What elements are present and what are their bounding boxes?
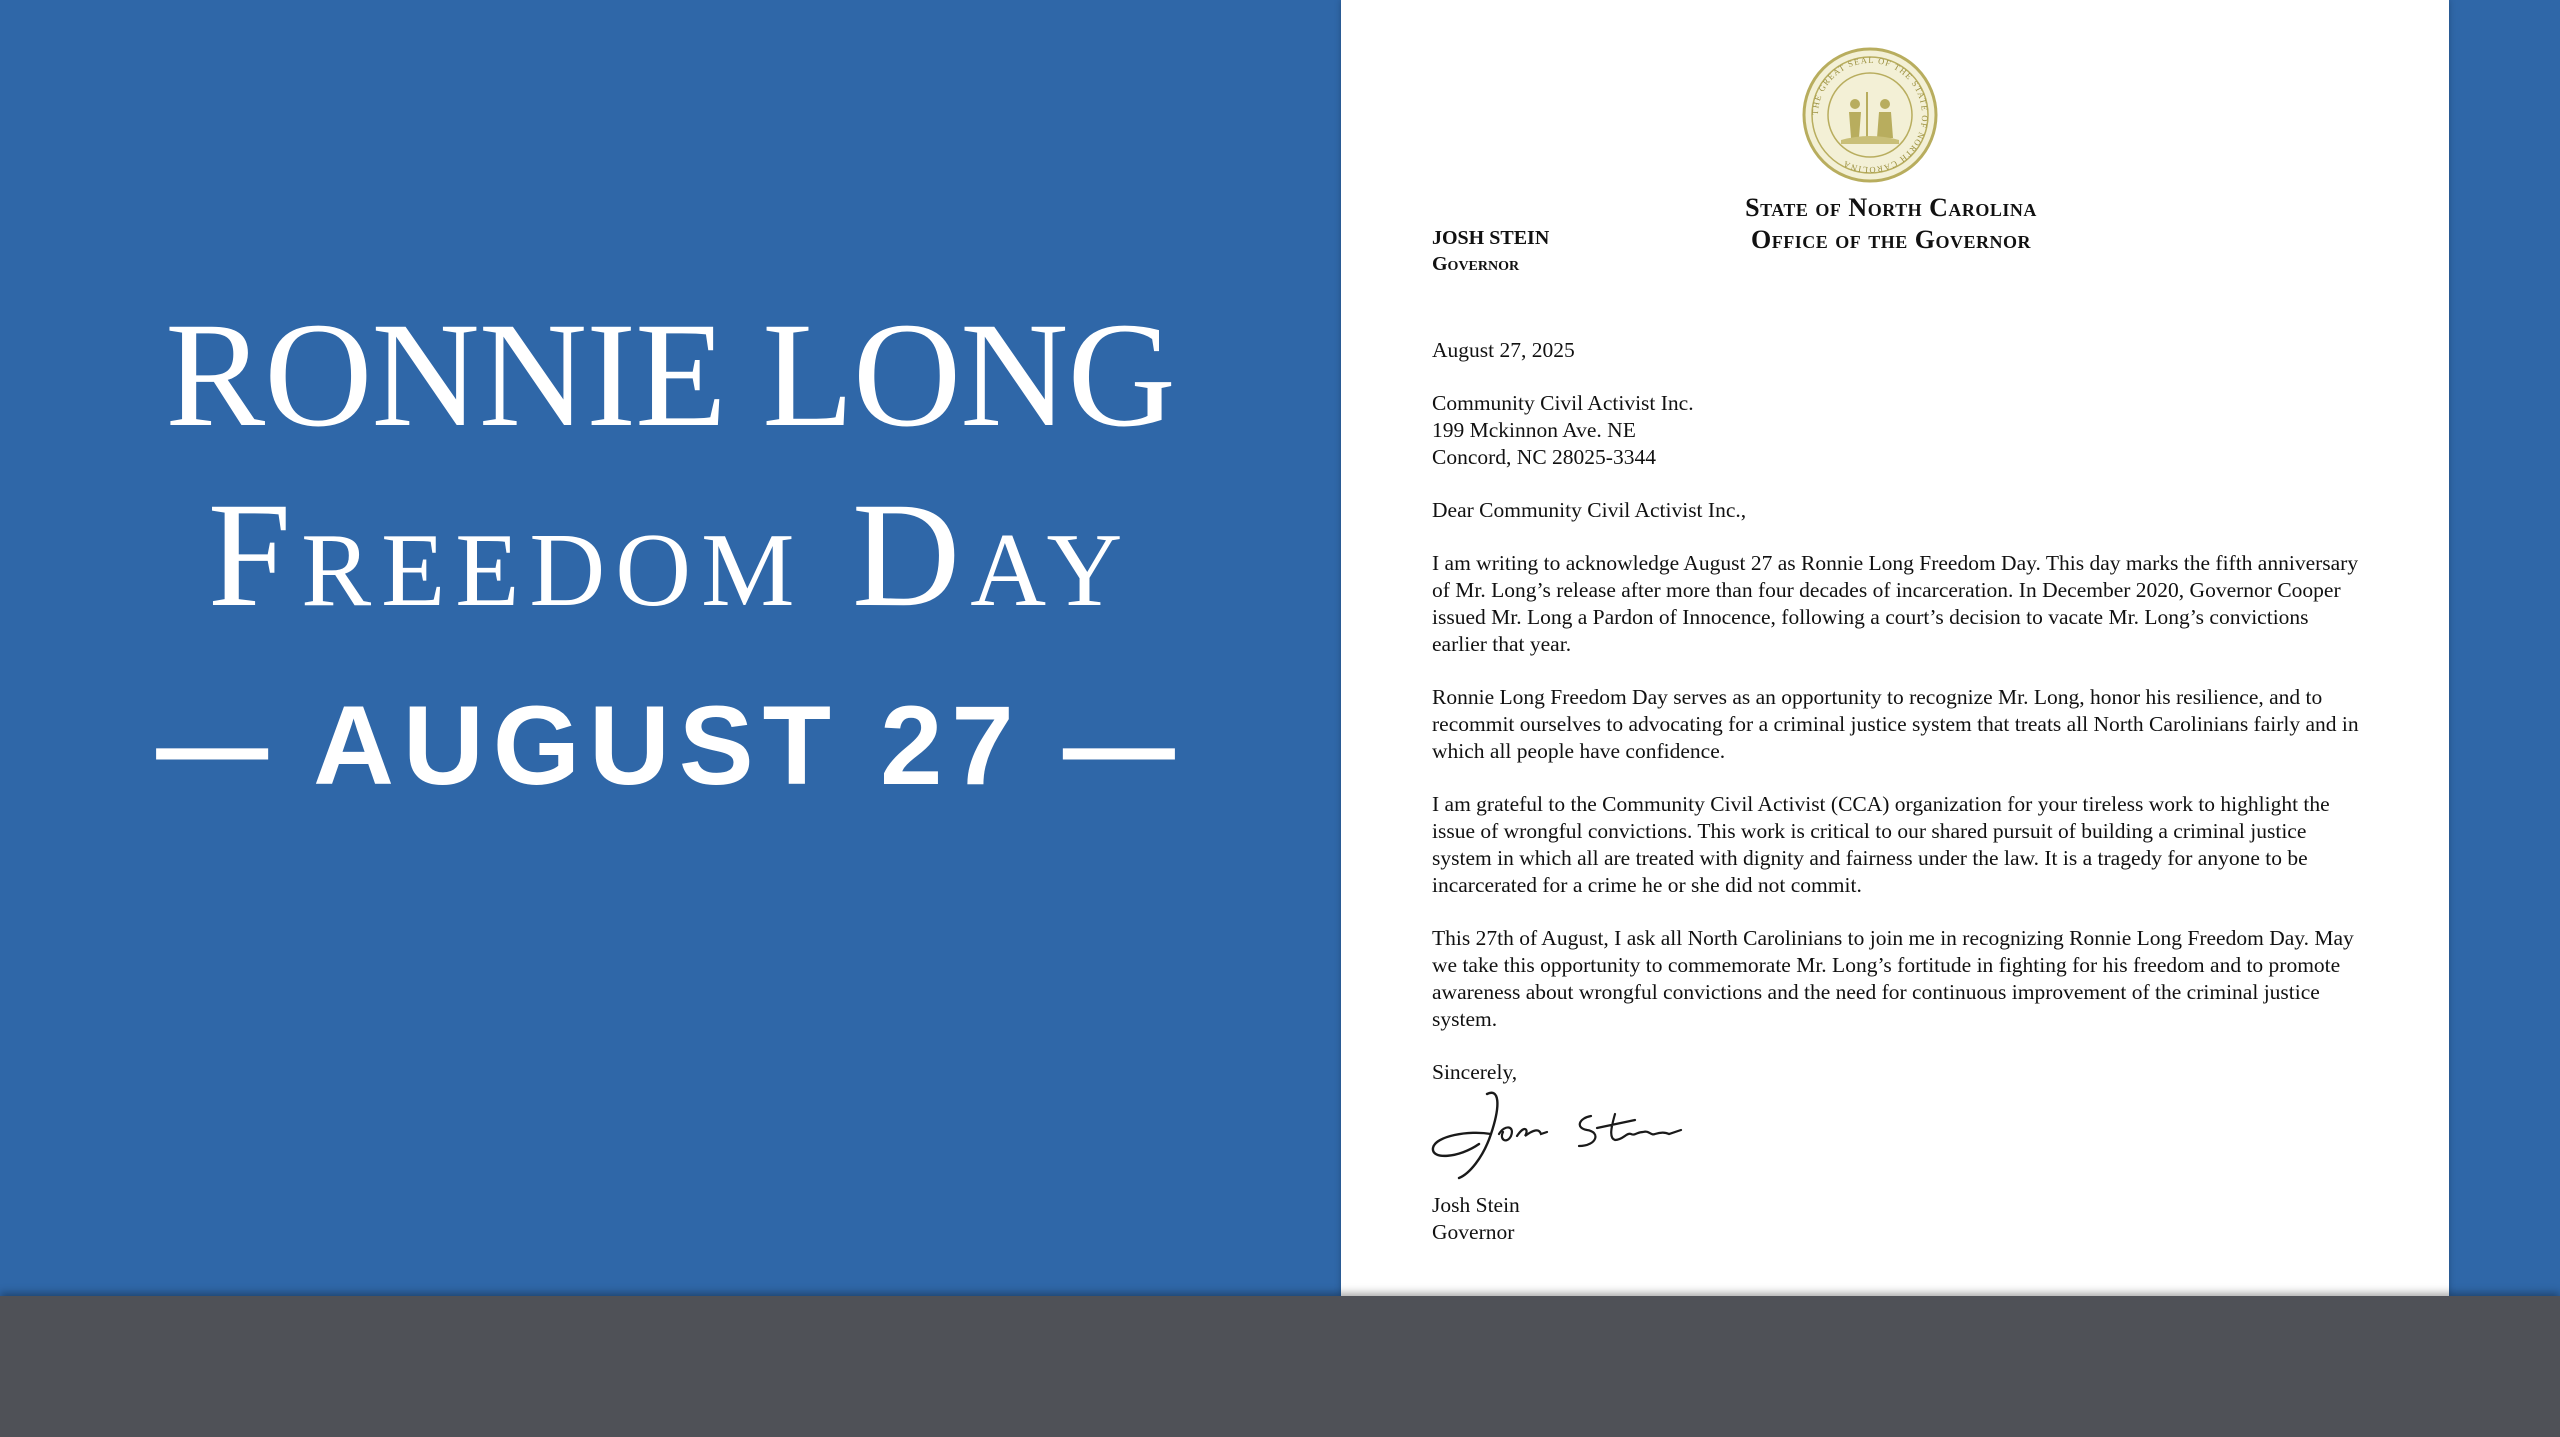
headline-date: — AUGUST 27 — — [156, 683, 1184, 808]
address-line: Concord, NC 28025-3344 — [1432, 445, 1656, 469]
headline-name: RONNIE LONG — [165, 292, 1175, 458]
handwritten-signature — [1429, 1074, 1729, 1186]
letterhead-state-name: State of North Carolina — [1745, 193, 2037, 222]
letter-paragraph: I am grateful to the Community Civil Activist (CCA) organization for your tireless work to highlight the issue of wrongful convictions. This work is critical to our shared pursuit of building a criminal justice system in which all are treated with dignity and fairness under the law. It is a tragedy for anyone to be incarcerated for a crime he or she did not commit. — [1432, 792, 2330, 897]
state-seal-icon — [1801, 46, 1939, 184]
signer-block — [1432, 1192, 1520, 1246]
seal-text: THE GREAT SEAL OF THE STATE OF NORTH CAROLINA — [1809, 54, 1931, 176]
address-line: 199 Mckinnon Ave. NE — [1432, 418, 1636, 442]
closing: Sincerely, — [1432, 1060, 1518, 1084]
governor-letter — [1341, 0, 2449, 1296]
letterhead-governor-title: Governor — [1432, 253, 1520, 275]
recipient-address — [1432, 390, 2362, 471]
footer-band — [0, 1296, 2560, 1437]
letterhead-governor-name: JOSH STEIN — [1432, 227, 1550, 249]
headline-block — [0, 292, 1340, 808]
signer-title: Governor — [1432, 1220, 1515, 1244]
signer-name: Josh Stein — [1432, 1193, 1520, 1217]
letterhead-governor — [1432, 225, 1549, 277]
letterhead-state — [1541, 192, 2241, 256]
letter-date: August 27, 2025 — [1432, 338, 1575, 362]
salutation: Dear Community Civil Activist Inc., — [1432, 498, 1747, 522]
letter-paragraph: This 27th of August, I ask all North Carolinians to join me in recognizing Ronnie Long Freedom Day. May we take this opportunity to commemorate Mr. Long’s fortitude in fighting for his freedom and to promote awareness about wrongful convictions and the need for continuous improvement of the criminal justice system. — [1432, 926, 2354, 1031]
headline-subtitle: Freedom Day — [207, 472, 1133, 638]
letter-paragraph: Ronnie Long Freedom Day serves as an opportunity to recognize Mr. Long, honor his resilience, and to recommit ourselves to advocating for a criminal justice system that treats all North Carolinians fairly and in which all people have confidence. — [1432, 685, 2359, 763]
letter-body — [1432, 337, 2362, 1112]
letterhead-office: Office of the Governor — [1751, 225, 2031, 254]
letter-paragraph: I am writing to acknowledge August 27 as Ronnie Long Freedom Day. This day marks the fifth anniversary of Mr. Long’s release after more than four decades of incarceration. In December 2020, Governor Cooper issued Mr. Long a Pardon of Innocence, following a court’s decision to vacate Mr. Long’s convictions earlier that year. — [1432, 551, 2359, 656]
address-line: Community Civil Activist Inc. — [1432, 391, 1694, 415]
